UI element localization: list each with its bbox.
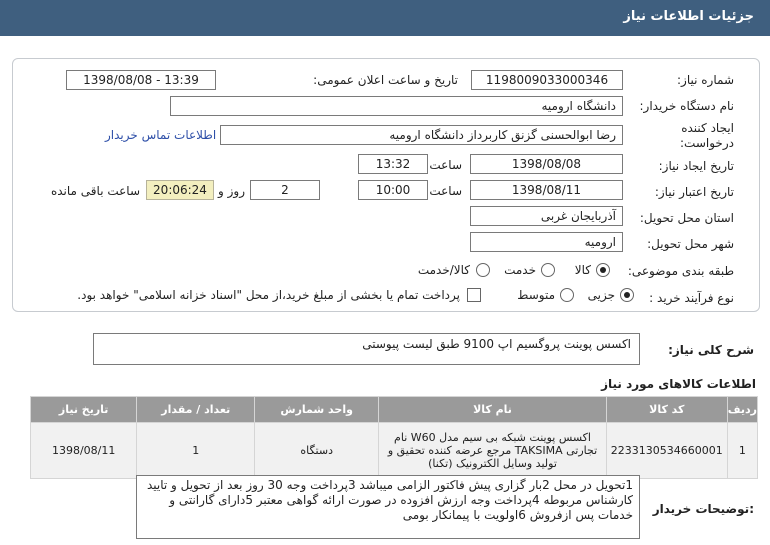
process-radio-medium[interactable] bbox=[560, 288, 574, 302]
valid-date-field[interactable]: 1398/08/11 bbox=[470, 180, 623, 200]
valid-time-field[interactable]: 10:00 bbox=[358, 180, 428, 200]
category-option-service: خدمت bbox=[504, 263, 536, 277]
category-radio-goods[interactable] bbox=[596, 263, 610, 277]
creator-label-2: درخواست: bbox=[680, 136, 734, 150]
created-time-label: ساعت bbox=[429, 158, 462, 172]
process-option-minor: جزیی bbox=[587, 288, 615, 302]
cell-unit: دستگاه bbox=[255, 423, 379, 479]
page-title: جزئیات اطلاعات نیاز bbox=[623, 9, 754, 24]
table-row[interactable] bbox=[31, 423, 758, 479]
need-number-label: شماره نیاز: bbox=[677, 73, 734, 87]
contact-buyer-link[interactable]: اطلاعات تماس خریدار bbox=[105, 128, 217, 142]
category-radio-service[interactable] bbox=[541, 263, 555, 277]
cell-date: 1398/08/11 bbox=[31, 423, 137, 479]
process-radio-minor[interactable] bbox=[620, 288, 634, 302]
province-label: استان محل تحویل: bbox=[639, 211, 734, 225]
announce-datetime-field[interactable]: 1398/08/08 - 13:39 bbox=[66, 70, 216, 90]
page-header bbox=[0, 0, 770, 36]
creator-label-1: ایجاد کننده bbox=[681, 121, 734, 135]
category-label: طبقه بندی موضوعی: bbox=[627, 264, 734, 278]
announce-label: تاریخ و ساعت اعلان عمومی: bbox=[313, 73, 458, 87]
description-field[interactable]: اکسس پوینت پروگسیم اپ 9100 طبق لیست پیوستی bbox=[93, 333, 640, 365]
goods-table-header-row bbox=[31, 397, 758, 423]
col-date: تاریخ نیاز bbox=[31, 397, 137, 423]
creator-field[interactable]: رضا ابوالحسنی گزنق کاربرداز دانشگاه ارومیه bbox=[220, 125, 623, 145]
need-number-field[interactable]: 1198009033000346 bbox=[471, 70, 623, 90]
category-radio-goods-service[interactable] bbox=[476, 263, 490, 277]
col-code: کد کالا bbox=[606, 397, 727, 423]
buyer-notes-field[interactable]: 1تحویل در محل 2بار گزاری پیش فاکتور الزامی میباشد 3پرداخت وجه 30 روز بعد از تحویل و تایید کارشناس مربوطه 4پرداخت وجه ارزش افزوده در صورت ارائه گواهی معتبر 5دارای گارانتی و خدمات پس ازفروش 6اولویت با پیمانکار بومی bbox=[136, 475, 640, 539]
remaining-time-field: 20:06:24 bbox=[146, 180, 214, 200]
buyer-notes-label: توضیحات خریدار: bbox=[652, 502, 754, 516]
category-option-goods: کالا bbox=[574, 263, 591, 277]
valid-date-label: تاریخ اعتبار نیاز: bbox=[654, 185, 734, 199]
city-label: شهر محل تحویل: bbox=[647, 237, 734, 251]
cell-qty: 1 bbox=[137, 423, 255, 479]
goods-table bbox=[30, 396, 758, 479]
province-field[interactable]: آذربایجان غربی bbox=[470, 206, 623, 226]
created-date-label: تاریخ ایجاد نیاز: bbox=[658, 159, 734, 173]
cell-code: 2233130534660001 bbox=[606, 423, 727, 479]
treasury-payment-checkbox[interactable] bbox=[467, 288, 481, 302]
process-label: نوع فرآیند خرید : bbox=[649, 291, 734, 305]
days-label: روز و bbox=[218, 184, 245, 198]
days-field[interactable]: 2 bbox=[250, 180, 320, 200]
buyer-label: نام دستگاه خریدار: bbox=[639, 99, 734, 113]
treasury-payment-note: پرداخت تمام یا بخشی از مبلغ خرید،از محل "اسناد خزانه اسلامی" خواهد بود. bbox=[77, 288, 460, 302]
remaining-time-label: ساعت باقی مانده bbox=[50, 184, 140, 198]
city-field[interactable]: ارومیه bbox=[470, 232, 623, 252]
valid-time-label: ساعت bbox=[429, 184, 462, 198]
cell-row: 1 bbox=[727, 423, 757, 479]
cell-name: اکسس پوینت شبکه بی سیم مدل W60 نام تجارتی TAKSIMA مرجع عرضه کننده تحقیق و تولید وسایل الکترونیک (تکنا) bbox=[379, 423, 607, 479]
goods-section-title: اطلاعات کالاهای مورد نیاز bbox=[601, 377, 756, 391]
col-row: ردیف bbox=[727, 397, 757, 423]
created-date-field[interactable]: 1398/08/08 bbox=[470, 154, 623, 174]
col-qty: تعداد / مقدار bbox=[137, 397, 255, 423]
col-name: نام کالا bbox=[379, 397, 607, 423]
category-option-goods-service: کالا/خدمت bbox=[417, 263, 470, 277]
process-option-medium: متوسط bbox=[517, 288, 555, 302]
created-time-field[interactable]: 13:32 bbox=[358, 154, 428, 174]
description-label: شرح کلی نیاز: bbox=[668, 343, 754, 357]
buyer-field[interactable]: دانشگاه ارومیه bbox=[170, 96, 623, 116]
col-unit: واحد شمارش bbox=[255, 397, 379, 423]
